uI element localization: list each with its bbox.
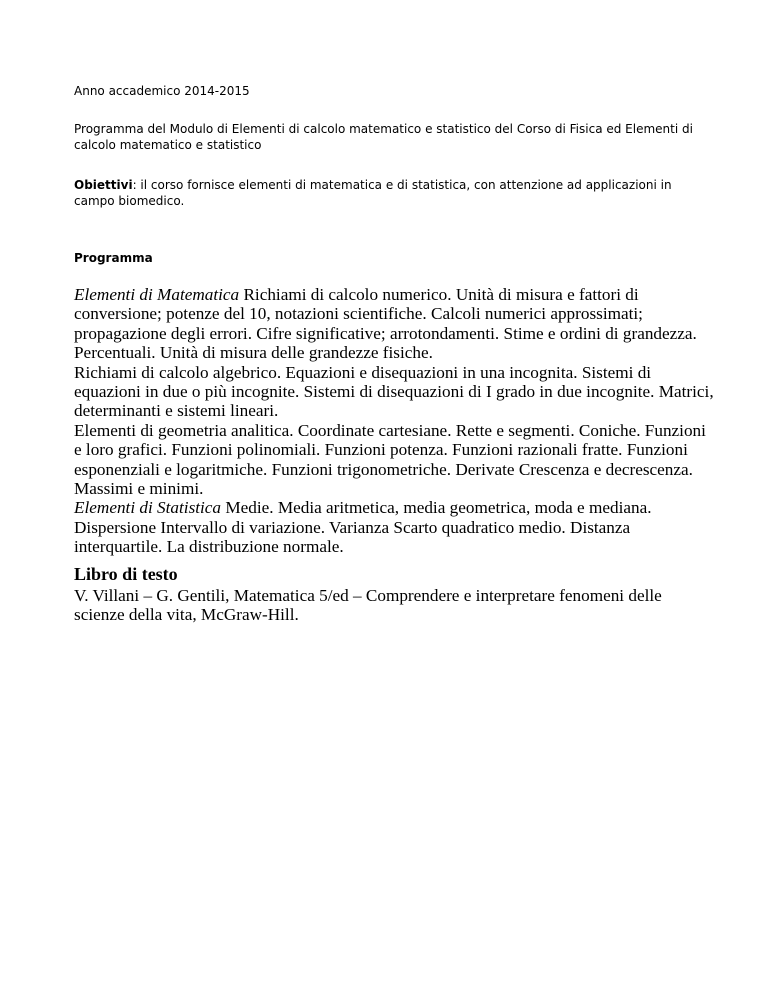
objectives-text: : il corso fornisce elementi di matematica e di statistica, con attenzione ad applicazioni in campo biomedico. <box>74 178 672 208</box>
algebra-paragraph: Richiami di calcolo algebrico. Equazioni e disequazioni in una incognita. Sistemi di equazioni in due o più incognite. Sistemi di disequazioni di I grado in due incognite. Matrici, determinanti e sistemi lineari. <box>74 362 714 421</box>
geometry-paragraph: Elementi di geometria analitica. Coordinate cartesiane. Rette e segmenti. Coniche. Funzioni e loro grafici. Funzioni polinomiali. Funzioni potenza. Funzioni razionali fratte. Funzioni esponenziali e logaritmiche. Funzioni trigonometriche. Derivate Crescenza e decrescenza. Massimi e minimi. <box>74 420 706 499</box>
stats-paragraph <box>74 498 714 556</box>
math-paragraph <box>74 285 714 363</box>
stats-title: Elementi di Statistica <box>74 498 222 518</box>
textbook-reference: V. Villani – G. Gentili, Matematica 5/ed – Comprendere e interpretare fenomeni delle scienze della vita, McGraw-Hill. <box>74 586 662 625</box>
objectives-paragraph <box>74 177 714 209</box>
objectives-label: Obiettivi <box>74 178 133 192</box>
program-content <box>74 285 714 557</box>
academic-year: Anno accademico 2014-2015 <box>74 84 250 98</box>
math-title: Elementi di Matematica <box>74 285 240 304</box>
program-heading: Programma <box>74 251 153 265</box>
math-text: Richiami di calcolo numerico. Unità di misura e fattori di conversione; potenze del 10, notazioni scientifiche. Calcoli numerici approssimati; propagazione degli errori. Cifre significative; arrotondamenti. Stime e ordini di grandezza. Percentuali. Unità di misura delle grandezze fisiche. <box>74 285 697 363</box>
stats-text: Medie. Media aritmetica, media geometrica, moda e mediana. Dispersione Intervallo di variazione. Varianza Scarto quadratico medio. Distanza interquartile. La distribuzione normale. <box>74 498 652 557</box>
textbook-heading: Libro di testo <box>74 564 178 584</box>
course-intro: Programma del Modulo di Elementi di calcolo matematico e statistico del Corso di Fisica ed Elementi di calcolo matematico e statistico <box>74 122 693 152</box>
